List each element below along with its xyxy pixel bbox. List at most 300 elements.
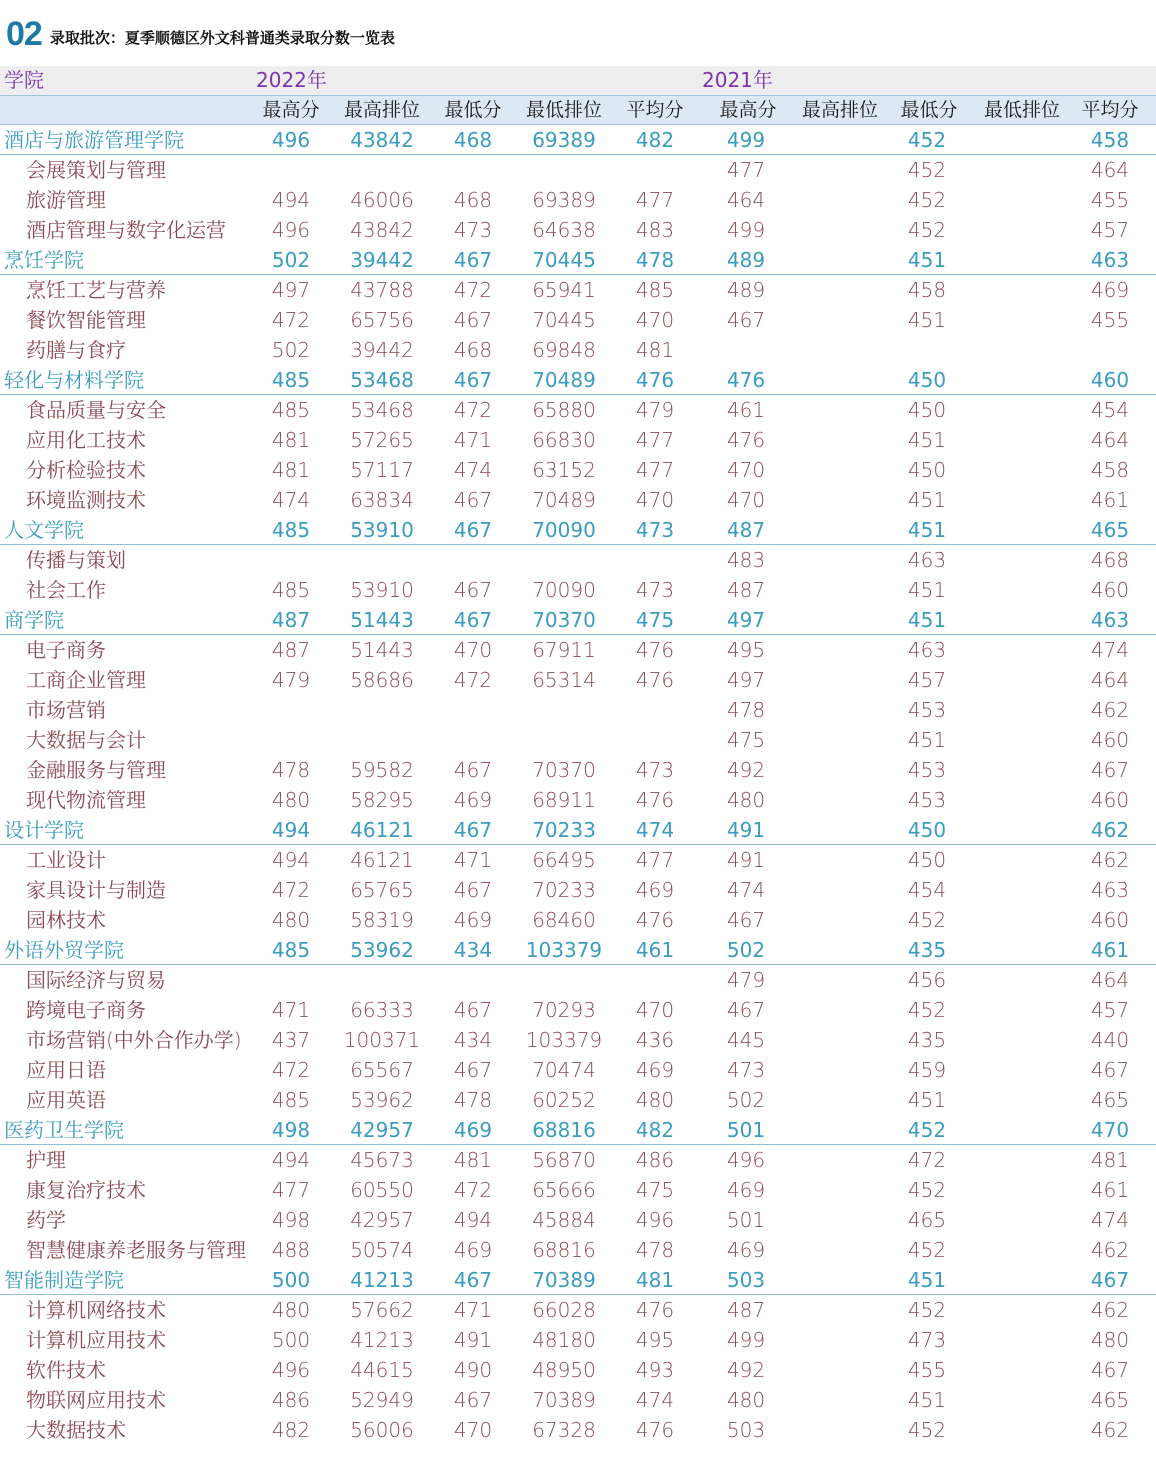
college-row: [0, 935, 1156, 965]
avg-score-2022: 495: [635, 1328, 675, 1352]
major-name: 物联网应用技术: [26, 1388, 166, 1412]
col-2021-min-score: 最低分: [900, 99, 958, 121]
min-score-2022: 467: [453, 1388, 493, 1412]
major-name: 旅游管理: [26, 188, 106, 212]
avg-score-2022: 479: [635, 398, 675, 422]
major-name: 大数据技术: [26, 1418, 126, 1442]
min-rank-2021: [976, 245, 1068, 275]
avg-score-2021: 454: [1090, 398, 1130, 422]
college-row: [0, 515, 1156, 545]
max-score-2022: 488: [271, 1238, 311, 1262]
min-score-2021: 435: [907, 938, 947, 962]
min-rank-2022: 68816: [532, 1238, 596, 1262]
min-score-2021: 452: [907, 218, 947, 242]
major-row: [0, 1205, 1156, 1235]
avg-score-2022: 482: [635, 1118, 675, 1142]
avg-score-2021: 455: [1090, 188, 1130, 212]
max-score-2021: 489: [726, 278, 766, 302]
max-rank-2021: [794, 635, 886, 665]
max-score-2022: 481: [271, 428, 311, 452]
max-score-2021: 496: [726, 1148, 766, 1172]
avg-score-2021: 460: [1090, 728, 1130, 752]
avg-score-2022: 476: [635, 908, 675, 932]
max-rank-2022: 53962: [350, 938, 414, 962]
max-score-2021: 502: [726, 1088, 766, 1112]
max-rank-2021: [794, 575, 886, 605]
min-score-2022: 470: [453, 1418, 493, 1442]
max-score-2021: 464: [726, 188, 766, 212]
min-rank-2021: [976, 485, 1068, 515]
col-2022-min-rank: 最低排位: [525, 99, 602, 121]
major-row: [0, 905, 1156, 935]
max-score-2021: 470: [726, 458, 766, 482]
min-score-2021: 453: [907, 698, 947, 722]
min-rank-2021: [976, 995, 1068, 1025]
min-rank-2021: [976, 395, 1068, 425]
section-number: 02: [6, 14, 42, 53]
min-score-2022: 468: [453, 188, 493, 212]
min-score-2021: 453: [907, 758, 947, 782]
min-rank-2021: [976, 125, 1068, 155]
min-score-2021: 452: [907, 1118, 947, 1142]
max-rank-2022: 51443: [350, 608, 414, 632]
min-rank-2022: [518, 695, 610, 725]
min-score-2022: 473: [453, 218, 493, 242]
avg-score-2022: 473: [635, 758, 675, 782]
avg-score-2021: 460: [1090, 368, 1130, 392]
major-name: 药膳与食疗: [26, 338, 126, 362]
max-rank-2022: 58686: [350, 668, 414, 692]
min-rank-2021: [976, 425, 1068, 455]
max-rank-2022: 45673: [350, 1148, 414, 1172]
max-score-2022: 502: [271, 248, 311, 272]
avg-score-2022: 483: [635, 218, 675, 242]
min-rank-2021: [976, 1265, 1068, 1295]
major-row: [0, 545, 1156, 575]
min-rank-2021: [976, 665, 1068, 695]
max-score-2021: 492: [726, 1358, 766, 1382]
min-rank-2022: 68911: [532, 788, 596, 812]
min-rank-2021: [976, 185, 1068, 215]
min-rank-2022: 70090: [532, 518, 596, 542]
avg-score-2022: 461: [635, 938, 675, 962]
max-score-2022: 485: [271, 1088, 311, 1112]
min-rank-2021: [976, 875, 1068, 905]
min-score-2022: 494: [453, 1208, 493, 1232]
min-score-2022: 467: [453, 368, 493, 392]
major-name: 药学: [26, 1208, 66, 1232]
min-rank-2022: 69389: [532, 128, 596, 152]
min-rank-2022: 64638: [532, 218, 596, 242]
max-score-2022: 485: [271, 938, 311, 962]
avg-score-2022: 481: [635, 1268, 675, 1292]
min-rank-2022: 65941: [532, 278, 596, 302]
major-name: 会展策划与管理: [26, 158, 166, 182]
major-row: [0, 785, 1156, 815]
max-score-2021: 477: [726, 158, 766, 182]
major-row: [0, 155, 1156, 185]
min-score-2022: 467: [453, 878, 493, 902]
major-row: [0, 1325, 1156, 1355]
major-row: [0, 305, 1156, 335]
min-score-2022: 467: [453, 1268, 493, 1292]
max-score-2021: 476: [726, 428, 766, 452]
max-score-2021: 479: [726, 968, 766, 992]
min-score-2022: 467: [453, 608, 493, 632]
max-score-2022: 474: [271, 488, 311, 512]
min-rank-2022: 65314: [532, 668, 596, 692]
avg-score-2022: 474: [635, 1388, 675, 1412]
max-rank-2022: 63834: [350, 488, 414, 512]
max-score-2021: 480: [726, 788, 766, 812]
max-score-2021: 470: [726, 488, 766, 512]
max-score-2022: 494: [271, 848, 311, 872]
major-name: 应用日语: [26, 1058, 106, 1082]
avg-score-2021: 464: [1090, 428, 1130, 452]
min-rank-2022: [518, 965, 610, 995]
max-score-2022: 471: [271, 998, 311, 1022]
min-score-2022: 467: [453, 308, 493, 332]
avg-score-2021: 458: [1090, 128, 1130, 152]
min-score-2022: 467: [453, 1058, 493, 1082]
avg-score-2021: 465: [1090, 1388, 1130, 1412]
min-score-2022: 469: [453, 908, 493, 932]
college-name: 设计学院: [4, 818, 84, 842]
max-rank-2022: [338, 725, 426, 755]
min-rank-2022: 70389: [532, 1388, 596, 1412]
min-score-2021: 450: [907, 368, 947, 392]
max-score-2022: 472: [271, 1058, 311, 1082]
max-score-2022: 485: [271, 518, 311, 542]
max-rank-2021: [794, 155, 886, 185]
avg-score-2022: 493: [635, 1358, 675, 1382]
major-row: [0, 1235, 1156, 1265]
max-score-2022: 481: [271, 458, 311, 482]
min-score-2022: 468: [453, 128, 493, 152]
avg-score-2022: 476: [635, 668, 675, 692]
min-rank-2021: [976, 455, 1068, 485]
max-rank-2021: [794, 455, 886, 485]
avg-score-2022: [612, 155, 698, 185]
major-name: 计算机网络技术: [26, 1298, 166, 1322]
max-rank-2021: [794, 755, 886, 785]
min-rank-2022: 67328: [532, 1418, 596, 1442]
min-rank-2022: 70474: [532, 1058, 596, 1082]
max-rank-2021: [794, 1355, 886, 1385]
avg-score-2021: 462: [1090, 848, 1130, 872]
max-score-2021: 445: [726, 1028, 766, 1052]
avg-score-2022: 477: [635, 428, 675, 452]
min-score-2022: 467: [453, 248, 493, 272]
max-score-2022: 478: [271, 758, 311, 782]
avg-score-2022: 474: [635, 818, 675, 842]
college-row: [0, 245, 1156, 275]
max-score-2021: 467: [726, 308, 766, 332]
max-score-2022: 485: [271, 368, 311, 392]
max-rank-2022: 41213: [350, 1268, 414, 1292]
min-rank-2022: 45884: [532, 1208, 596, 1232]
max-rank-2021: [794, 665, 886, 695]
min-rank-2022: 69389: [532, 188, 596, 212]
max-rank-2022: 46121: [350, 818, 414, 842]
major-name: 护理: [26, 1148, 66, 1172]
max-score-2022: 485: [271, 398, 311, 422]
major-row: [0, 965, 1156, 995]
year-header-row: [0, 66, 1156, 95]
avg-score-2021: 467: [1090, 1058, 1130, 1082]
min-rank-2022: 68460: [532, 908, 596, 932]
min-rank-2022: 70445: [532, 308, 596, 332]
min-score-2021: 452: [907, 188, 947, 212]
avg-score-2021: 462: [1090, 698, 1130, 722]
avg-score-2022: 480: [635, 1088, 675, 1112]
college-row: [0, 1115, 1156, 1145]
avg-score-2022: 481: [635, 338, 675, 362]
min-rank-2022: 70370: [532, 608, 596, 632]
avg-score-2022: 477: [635, 848, 675, 872]
max-score-2022: 437: [271, 1028, 311, 1052]
max-score-2022: 500: [271, 1268, 311, 1292]
max-score-2022: [256, 725, 326, 755]
min-rank-2022: 69848: [532, 338, 596, 362]
max-score-2022: 485: [271, 578, 311, 602]
min-rank-2021: [976, 1055, 1068, 1085]
min-rank-2021: [976, 905, 1068, 935]
avg-score-2021: 457: [1090, 998, 1130, 1022]
min-score-2022: 467: [453, 818, 493, 842]
max-score-2022: 498: [271, 1118, 311, 1142]
min-rank-2021: [976, 1205, 1068, 1235]
major-row: [0, 1085, 1156, 1115]
min-rank-2021: [976, 1145, 1068, 1175]
major-name: 家具设计与制造: [26, 878, 166, 902]
max-rank-2021: [794, 1385, 886, 1415]
major-name: 园林技术: [26, 908, 106, 932]
min-rank-2022: 70389: [532, 1268, 596, 1292]
min-rank-2021: [976, 965, 1068, 995]
min-rank-2021: [976, 1175, 1068, 1205]
max-score-2021: 483: [726, 548, 766, 572]
min-rank-2022: [518, 545, 610, 575]
college-row: [0, 605, 1156, 635]
min-score-2022: [430, 155, 516, 185]
min-score-2022: 467: [453, 488, 493, 512]
max-rank-2022: 53910: [350, 578, 414, 602]
major-name: 食品质量与安全: [26, 398, 166, 422]
max-rank-2022: 46121: [350, 848, 414, 872]
major-name: 国际经济与贸易: [26, 968, 166, 992]
major-row: [0, 485, 1156, 515]
title-text: 录取批次：夏季顺德区外文科普通类录取分数一览表: [49, 28, 395, 47]
min-score-2022: 474: [453, 458, 493, 482]
max-rank-2021: [794, 1115, 886, 1145]
min-rank-2022: 66028: [532, 1298, 596, 1322]
avg-score-2021: 467: [1090, 758, 1130, 782]
major-row: [0, 215, 1156, 245]
major-row: [0, 875, 1156, 905]
min-score-2022: [430, 545, 516, 575]
college-name: 商学院: [4, 608, 64, 632]
max-rank-2022: 66333: [350, 998, 414, 1022]
min-score-2021: 452: [907, 1238, 947, 1262]
min-rank-2022: 70489: [532, 368, 596, 392]
max-score-2021: 495: [726, 638, 766, 662]
avg-score-2021: 455: [1090, 308, 1130, 332]
max-score-2022: 482: [271, 1418, 311, 1442]
max-rank-2021: [794, 995, 886, 1025]
min-rank-2021: [976, 155, 1068, 185]
max-rank-2021: [794, 185, 886, 215]
max-rank-2022: 50574: [350, 1238, 414, 1262]
min-rank-2021: [976, 545, 1068, 575]
avg-score-2021: 461: [1090, 1178, 1130, 1202]
max-score-2021: 497: [726, 668, 766, 692]
min-score-2021: 452: [907, 1418, 947, 1442]
min-rank-2021: [976, 815, 1068, 845]
max-score-2021: 503: [726, 1268, 766, 1292]
avg-score-2021: 462: [1090, 1418, 1130, 1442]
max-score-2022: 480: [271, 788, 311, 812]
max-rank-2021: [794, 1415, 886, 1445]
avg-score-2021: 481: [1090, 1148, 1130, 1172]
avg-score-2022: 473: [635, 518, 675, 542]
max-rank-2021: [794, 1175, 886, 1205]
max-rank-2022: 65567: [350, 1058, 414, 1082]
max-rank-2022: 43842: [350, 218, 414, 242]
max-score-2022: 494: [271, 1148, 311, 1172]
max-rank-2021: [794, 335, 886, 365]
min-score-2022: 472: [453, 398, 493, 422]
major-row: [0, 755, 1156, 785]
max-rank-2021: [794, 515, 886, 545]
max-score-2021: 491: [726, 848, 766, 872]
column-header-row: [0, 95, 1156, 125]
max-score-2022: 479: [271, 668, 311, 692]
avg-score-2022: 496: [635, 1208, 675, 1232]
major-name: 传播与策划: [26, 548, 126, 572]
max-score-2021: 467: [726, 998, 766, 1022]
max-score-2021: 480: [726, 1388, 766, 1412]
major-name: 市场营销: [26, 698, 106, 722]
year-2021-header: 2021年: [702, 68, 773, 92]
major-row: [0, 1415, 1156, 1445]
max-rank-2021: [794, 1295, 886, 1325]
min-score-2021: 452: [907, 908, 947, 932]
max-rank-2021: [794, 935, 886, 965]
min-score-2022: [430, 725, 516, 755]
max-rank-2022: 53910: [350, 518, 414, 542]
min-score-2021: 457: [907, 668, 947, 692]
min-score-2021: 451: [907, 1088, 947, 1112]
avg-score-2022: 476: [635, 638, 675, 662]
min-score-2021: 456: [907, 968, 947, 992]
major-row: [0, 455, 1156, 485]
college-name: 轻化与材料学院: [4, 368, 144, 392]
min-rank-2021: [976, 365, 1068, 395]
major-name: 计算机应用技术: [26, 1328, 166, 1352]
major-row: [0, 425, 1156, 455]
major-name: 社会工作: [26, 578, 106, 602]
max-rank-2021: [794, 485, 886, 515]
major-name: 工商企业管理: [26, 668, 146, 692]
min-score-2022: 490: [453, 1358, 493, 1382]
college-column-header: 学院: [4, 68, 44, 92]
max-rank-2021: [794, 1085, 886, 1115]
avg-score-2021: 467: [1090, 1358, 1130, 1382]
min-rank-2021: [976, 1415, 1068, 1445]
max-score-2021: 499: [726, 1328, 766, 1352]
min-rank-2021: [976, 1235, 1068, 1265]
avg-score-2021: 463: [1090, 878, 1130, 902]
major-row: [0, 1055, 1156, 1085]
major-row: [0, 635, 1156, 665]
max-score-2021: 469: [726, 1178, 766, 1202]
max-rank-2022: 100371: [343, 1028, 421, 1052]
min-rank-2021: [976, 725, 1068, 755]
max-score-2021: 503: [726, 1418, 766, 1442]
min-score-2022: 468: [453, 338, 493, 362]
max-rank-2021: [794, 275, 886, 305]
avg-score-2021: 468: [1090, 548, 1130, 572]
avg-score-2022: 469: [635, 878, 675, 902]
min-rank-2022: 68816: [532, 1118, 596, 1142]
avg-score-2021: 480: [1090, 1328, 1130, 1352]
avg-score-2022: 482: [635, 128, 675, 152]
max-rank-2022: 53962: [350, 1088, 414, 1112]
max-score-2022: [256, 545, 326, 575]
min-rank-2021: [976, 1025, 1068, 1055]
max-rank-2021: [794, 305, 886, 335]
avg-score-2021: 467: [1090, 1268, 1130, 1292]
max-score-2022: 480: [271, 908, 311, 932]
min-rank-2021: [976, 305, 1068, 335]
major-row: [0, 995, 1156, 1025]
min-score-2021: 452: [907, 1298, 947, 1322]
avg-score-2021: 440: [1090, 1028, 1130, 1052]
max-score-2021: 501: [726, 1208, 766, 1232]
major-row: [0, 725, 1156, 755]
min-rank-2022: [518, 155, 610, 185]
max-score-2021: 501: [726, 1118, 766, 1142]
college-name: 外语外贸学院: [4, 938, 124, 962]
min-score-2021: 435: [907, 1028, 947, 1052]
min-score-2022: 467: [453, 578, 493, 602]
max-rank-2022: 65765: [350, 878, 414, 902]
min-score-2021: 454: [907, 878, 947, 902]
min-rank-2021: [976, 215, 1068, 245]
year-2022-header: 2022年: [256, 68, 327, 92]
avg-score-2022: 476: [635, 1418, 675, 1442]
avg-score-2022: 476: [635, 788, 675, 812]
max-rank-2021: [794, 725, 886, 755]
min-score-2022: 471: [453, 1298, 493, 1322]
college-name: 智能制造学院: [4, 1268, 124, 1292]
min-rank-2022: 66830: [532, 428, 596, 452]
major-name: 应用化工技术: [26, 428, 146, 452]
major-name: 现代物流管理: [26, 788, 146, 812]
min-rank-2022: [518, 725, 610, 755]
min-score-2021: 451: [907, 1268, 947, 1292]
col-2022-avg-score: 平均分: [626, 99, 684, 121]
max-rank-2022: 51443: [350, 638, 414, 662]
max-rank-2022: 57117: [350, 458, 414, 482]
min-score-2022: 434: [453, 938, 493, 962]
min-rank-2021: [976, 695, 1068, 725]
max-score-2021: 487: [726, 518, 766, 542]
max-score-2022: 496: [271, 218, 311, 242]
max-rank-2022: 60550: [350, 1178, 414, 1202]
min-score-2021: [884, 335, 970, 365]
